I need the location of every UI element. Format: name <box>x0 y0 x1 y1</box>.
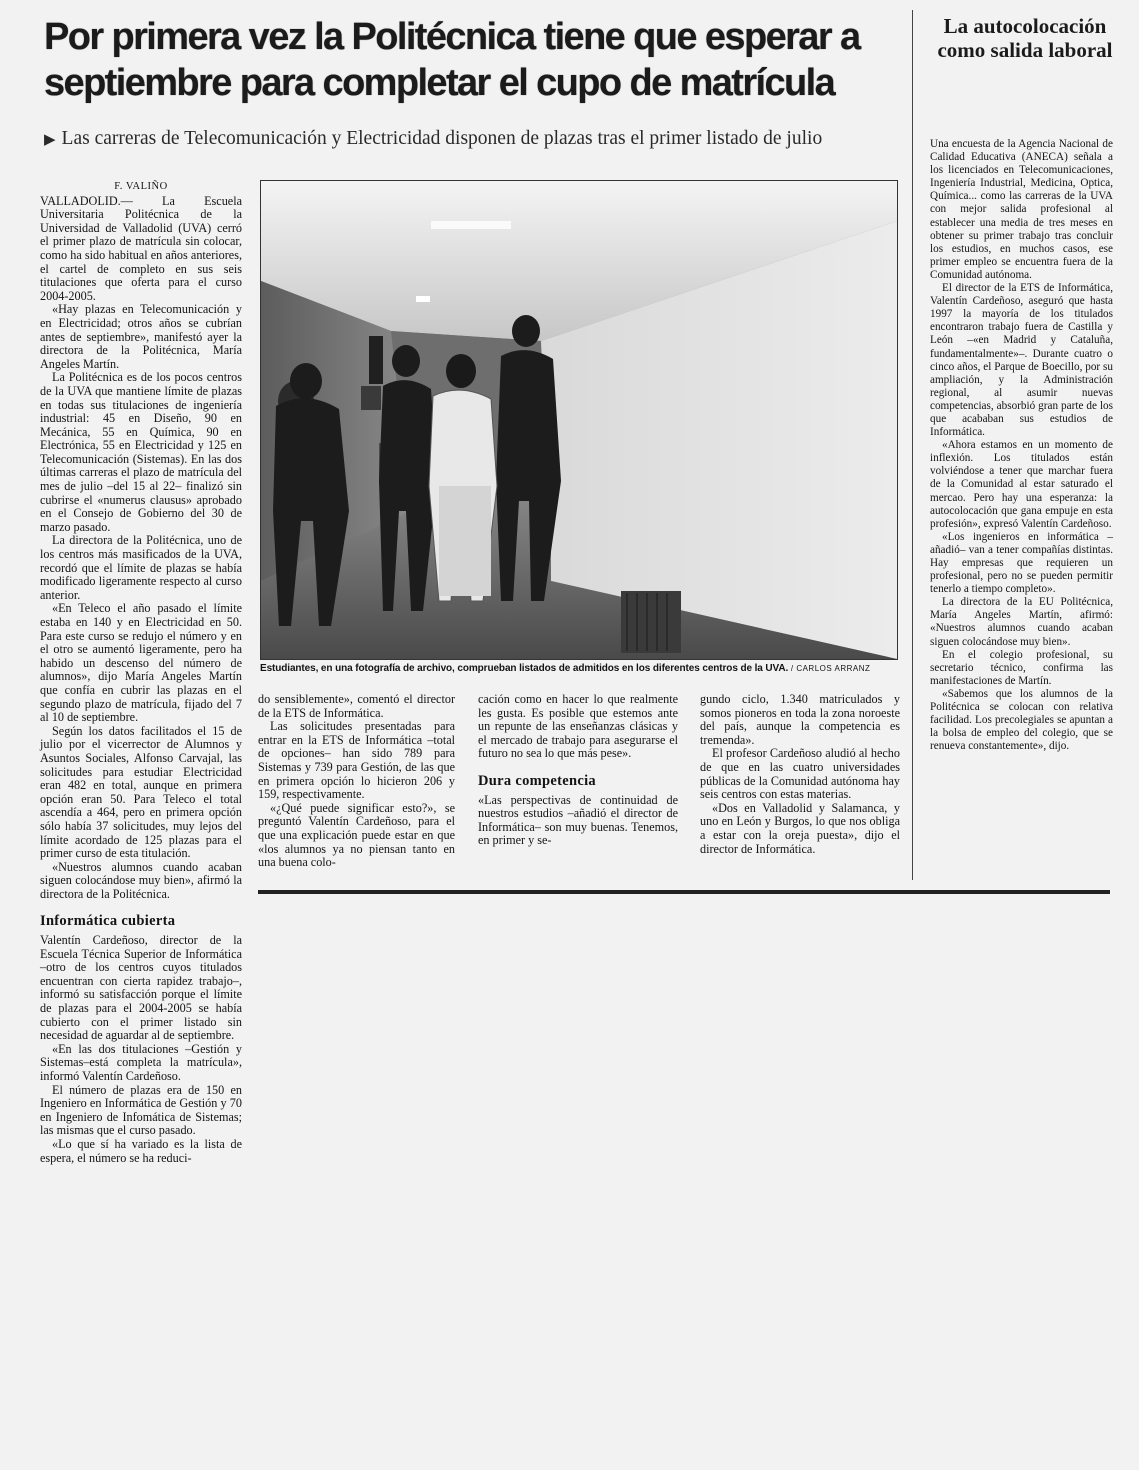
paragraph: «En las dos titulaciones –Gestión y Sistemas–está completa la matrícula», informó Valentín Cardeñoso. <box>40 1041 242 1083</box>
subhead-text: Las carreras de Telecomunicación y Electricidad disponen de plazas tras el primer listado de julio <box>61 128 823 149</box>
paragraph: gundo ciclo, 1.340 matriculados y somos pioneros en toda la zona noroeste del país, aunque la competencia es tremenda». <box>700 692 900 747</box>
paragraph: «Las perspectivas de continuidad de nuestros estudios –añadió el director de Informática– son muy buenas. Tenemos, en primer y se- <box>478 792 678 848</box>
sidebar-paragraph: «Ahora estamos en un momento de inflexión. Los titulados están volviéndose a tener que marchar fuera de la Comunidad al estar saturado el mercao. Pero hay una esperanza: la autocolocación que gana empuje en esta profesión», expresó Valentín Cardeñoso. <box>930 439 1113 530</box>
paragraph: «¿Qué puede significar esto?», se preguntó Valentín Cardeñoso, para el que una explicación puede estar en que «los alumnos ya no piensan tanto en una buena colo- <box>258 800 455 870</box>
sidebar-paragraph: El director de la ETS de Informática, Valentín Cardeñoso, aseguró que hasta 1997 la mayoría de los titulados encontraron trabajo fuera de Castilla y León –«en Madrid y Cataluña, fundamentalmente»–. Durante cuatro o cinco años, el Parque de Boecillo, por su ampliación, y la Administración regional, al asumir nuevas competencias, absorbió gran parte de los que acababan sus estudios de Informática. <box>930 282 1113 439</box>
article-column-1 <box>40 180 242 1165</box>
subhead <box>44 126 914 152</box>
triangle-right-icon: ▶ <box>44 130 56 148</box>
paragraph: La directora de la Politécnica, uno de los centros más masificados de la UVA, recordó que el límite de plazas se había modificado ligeramente respecto al curso anterior. <box>40 533 242 602</box>
paragraph: «Dos en Valladolid y Salamanca, y uno en León y Burgos, lo que nos obliga a estar con la oreja puesta», dijo el director de Informática. <box>700 800 900 856</box>
article-column-3 <box>478 693 678 848</box>
paragraph: La Politécnica es de los pocos centros de la UVA que mantiene límite de plazas en todas sus titulaciones de ingeniería industrial: 45 en Diseño, 90 en Mecánica, 55 en Química, 90 en Electrónica, 55 en Electricidad y 125 en Telecomunicación (Sistemas). En las dos últimas carreras el plazo de matrícula del mes de julio –del 15 al 22– finalizó sin cubrirse el «numerus clausus» aprobado en el Consejo de Gobierno del 30 de marzo pasado. <box>40 370 242 534</box>
headline: Por primera vez la Politécnica tiene que esperar a septiembre para completar el cupo de matrícula <box>44 16 860 104</box>
caption-text: Estudiantes, en una fotografía de archivo, comprueban listados de admitidos en los diferentes centros de la UVA. <box>260 663 789 674</box>
article-column-4 <box>700 693 900 856</box>
section-heading: Dura competencia <box>478 772 596 789</box>
photo-credit: / CARLOS ARRANZ <box>790 664 871 673</box>
paragraph: El profesor Cardeñoso aludió al hecho de que en las cuatro universidades públicas de la Comunidad autónoma hay seis centros con estas materias. <box>700 746 900 802</box>
paragraph: El número de plazas era de 150 en Ingeniero en Informática de Gestión y 70 en Ingeniero de Infomática de Sistemas; las mismas que el curso pasado. <box>40 1082 242 1138</box>
column-divider <box>912 10 913 880</box>
paragraph: «Nuestros alumnos cuando acaban siguen colocándose muy bien», afirmó la directora de la Politécnica. <box>40 859 242 901</box>
sidebar-column <box>930 138 1113 753</box>
byline: F. VALIÑO <box>114 181 168 192</box>
sidebar-paragraph: En el colegio profesional, su secretario técnico, confirma las manifestaciones de Martín. <box>930 648 1113 687</box>
sidebar-paragraph: Una encuesta de la Agencia Nacional de Calidad Educativa (ANECA) señala a los licenciados en Telecomunicaciones, Ingeniería Industrial, Medicina, Optica, Química... como las carreras de la UVA con mejor salida profesional al establecer una media de tres meses en obtener su primer trabajo tras concluir los estudios, en muchos casos, ese primer empleo se encuentra fuera de la Comunidad autónoma. <box>930 138 1113 281</box>
paragraph: «En Teleco el año pasado el límite estaba en 140 y en Electricidad en 50. Para este curso se redujo el número y en el otro se aumentó ligeramente, pero ha habido un descenso del número de alumnos», dijo María Angeles Martín que confía en cubrir las plazas en el segundo plazo de matrícula, fijado del 7 al 10 de septiembre. <box>40 601 242 725</box>
paragraph: cación como en hacer lo que realmente les gusta. Es posible que estemos ante un repunte de las enseñanzas clásicas y el mercado de trabajo para asegurarse el futuro no sea lo que más pese». <box>478 692 678 761</box>
paragraph: Según los datos facilitados el 15 de julio por el vicerrector de Alumnos y Asuntos Sociales, Alfonso Carvajal, las solicitudes para estudiar Electricidad eran 482 en total, aunque en primera opción eran 50. Para Teleco el total ascendía a 464, pero en primera opción sólo había 37 solicitudes, muy lejos del límite acordado de 125 plazas para el primer curso de esta titulación. <box>40 723 242 861</box>
sidebar-paragraph: «Sabemos que los alumnos de la Politécnica se colocan con relativa facilidad. Los precolegiales se apuntan a la bolsa de empleo del colegio, que se renueva constantemente», dijo. <box>930 687 1113 753</box>
photo-illustration <box>261 181 897 659</box>
paragraph: Valentín Cardeñoso, director de la Escuela Técnica Superior de Informática –otro de los centros cuyos titulados encuentran con cierta rapidez trabajo–, informó su satisfacción porque el límite de plazas para el 2004-2005 se había cubierto con el primer listado sin necesidad de aguardar al de septiembre. <box>40 933 242 1043</box>
sidebar-paragraph: La directora de la EU Politécnica, María Angeles Martín, afirmó: «Nuestros alumnos cuando acaban siguen colocándose muy bien». <box>930 596 1113 648</box>
news-photo <box>260 180 898 660</box>
photo-caption <box>260 663 900 674</box>
section-rule <box>258 890 1110 894</box>
paragraph: VALLADOLID.— La Escuela Universitaria Politécnica de la Universidad de Valladolid (UVA) cerró el primer plazo de matrícula sin colocar, como ha sido habitual en años anteriores, el cartel de completo en sus seis titulaciones que oferta para el curso 2004-2005. <box>40 193 242 303</box>
article-column-2 <box>258 693 455 870</box>
paragraph: do sensiblemente», comentó el director de la ETS de Informática. <box>258 692 455 720</box>
paragraph: «Lo que sí ha variado es la lista de espera, el número se ha reduci- <box>40 1136 242 1165</box>
sidebar-paragraph: «Los ingenieros en informática –añadió– van a tener compañías distintas. Hay empresas que requieren un profesional, pero no se pueden permitir tenerlo a tiempo completo». <box>930 530 1113 596</box>
section-heading: Informática cubierta <box>40 913 176 930</box>
sidebar-title: La autocolocación como salida laboral <box>937 14 1113 62</box>
paragraph: «Hay plazas en Telecomunicación y en Electricidad; otros años se cubrían antes de septiembre», manifestó ayer la directora de la Politécnica, María Angeles Martín. <box>40 302 242 371</box>
paragraph: Las solicitudes presentadas para entrar en la ETS de Informática –total de opciones– han sido 789 para Sistemas y 739 para Gestión, de las que en primera opción lo hicieron 206 y 159, respectivamente. <box>258 719 455 802</box>
